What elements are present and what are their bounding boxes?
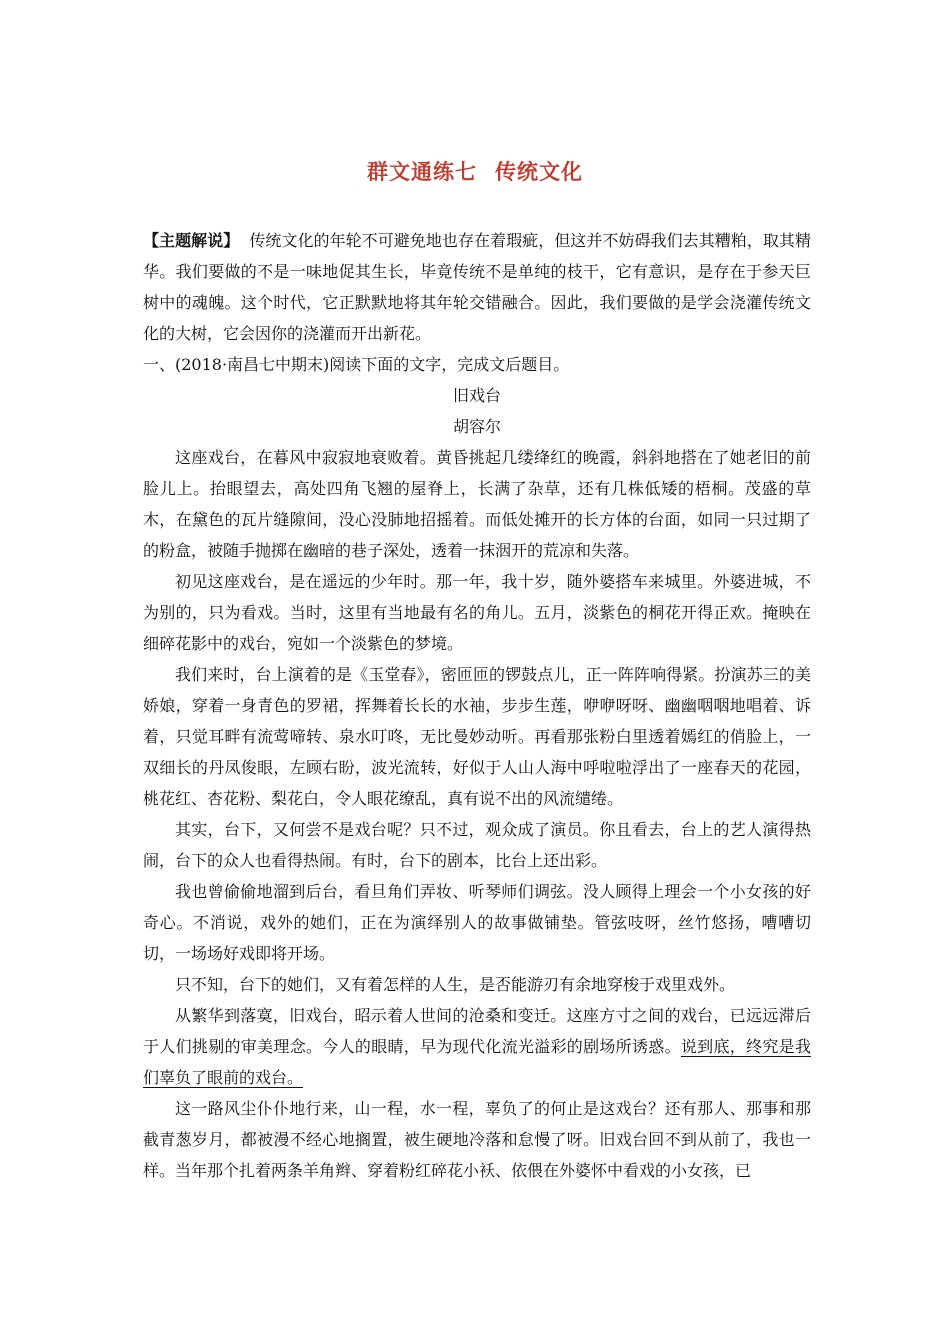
document-body <box>143 225 811 1186</box>
title-part-2: 传统文化 <box>495 160 583 184</box>
article-author: 胡容尔 <box>452 417 501 436</box>
article-paragraph: 这一路风尘仆仆地行来，山一程，水一程，辜负了的何止是这戏台？还有那人、那事和那截青葱岁月，都被漫不经心地搁置，被生硬地冷落和怠慢了呀。旧戏台回不到从前了，我也一样。当年那个扎着两条羊角辫、穿着粉红碎花小袄、依偎在外婆怀中看戏的小女孩，已 <box>143 1099 811 1180</box>
question-heading: 一、(2018·南昌七中期末)阅读下面的文字，完成文后题目。 <box>143 355 570 374</box>
article-paragraph: 其实，台下，又何尝不是戏台呢？只不过，观众成了演员。你且看去，台上的艺人演得热闹，台下的众人也看得热闹。有时，台下的剧本，比台上还出彩。 <box>143 820 811 870</box>
article-title: 旧戏台 <box>452 386 501 405</box>
article-paragraph: 这座戏台，在暮风中寂寂地衰败着。黄昏挑起几缕绛红的晚霞，斜斜地搭在了她老旧的前脸儿上。抬眼望去，高处四角飞翘的屋脊上，长满了杂草，还有几株低矮的梧桐。茂盛的草木，在黛色的瓦片缝隙间，没心没肺地招摇着。而低处摊开的长方体的台面，如同一只过期了的粉盒，被随手抛掷在幽暗的巷子深处，透着一抹洇开的荒凉和失落。 <box>143 448 811 560</box>
article-paragraph: 只不知，台下的她们，又有着怎样的人生，是否能游刃有余地穿梭于戏里戏外。 <box>175 975 736 994</box>
article-paragraph <box>143 1000 811 1093</box>
page-title <box>0 156 950 186</box>
underlined-sentence: 说到底，终究是我们辜负了眼前的戏台。 <box>143 1037 811 1087</box>
paragraph-text: 从繁华到落寞，旧戏台，昭示着人世间的沧桑和变迁。这座方寸之间的戏台，已远远滞后于人们挑剔的审美理念。今人的眼睛，早为现代化流光溢彩的剧场所诱惑。 <box>143 1006 811 1056</box>
article-paragraph: 我也曾偷偷地溜到后台，看旦角们弄妆、听琴师们调弦。没人顾得上理会一个小女孩的好奇心。不消说，戏外的她们，正在为演绎别人的故事做铺垫。管弦吱呀，丝竹悠扬，嘈嘈切切，一场场好戏即将开场。 <box>143 882 811 963</box>
article-paragraph: 初见这座戏台，是在遥远的少年时。那一年，我十岁，随外婆搭车来城里。外婆进城，不为别的，只为看戏。当时，这里有当地最有名的角儿。五月，淡紫色的桐花开得正欢。掩映在细碎花影中的戏台，宛如一个淡紫色的梦境。 <box>143 572 811 653</box>
theme-intro-text: 传统文化的年轮不可避免地也存在着瑕疵，但这并不妨碍我们去其糟粕，取其精华。我们要做的不是一味地促其生长，毕竟传统不是单纯的枝干，它有意识，是存在于参天巨树中的魂魄。这个时代，它正默默地将其年轮交错融合。因此，我们要做的是学会浇灌传统文化的大树，它会因你的浇灌而开出新花。 <box>143 231 811 343</box>
title-part-1: 群文通练七 <box>367 160 477 184</box>
article-paragraph: 我们来时，台上演着的是《玉堂春》，密匝匝的锣鼓点儿，正一阵阵响得紧。扮演苏三的美娇娘，穿着一身青色的罗裙，挥舞着长长的水袖，步步生莲，咿咿呀呀、幽幽咽咽地唱着、诉着，只觉耳畔有流莺啼转、泉水叮咚，无比曼妙动听。再看那张粉白里透着嫣红的俏脸上，一双细长的丹凤俊眼，左顾右盼，波光流转，好似于人山人海中呼啦啦浮出了一座春天的花园，桃花红、杏花粉、梨花白，令人眼花缭乱，真有说不出的风流缱绻。 <box>143 665 811 808</box>
theme-intro <box>143 225 811 349</box>
theme-intro-tag: 【主题解说】 <box>143 231 240 250</box>
